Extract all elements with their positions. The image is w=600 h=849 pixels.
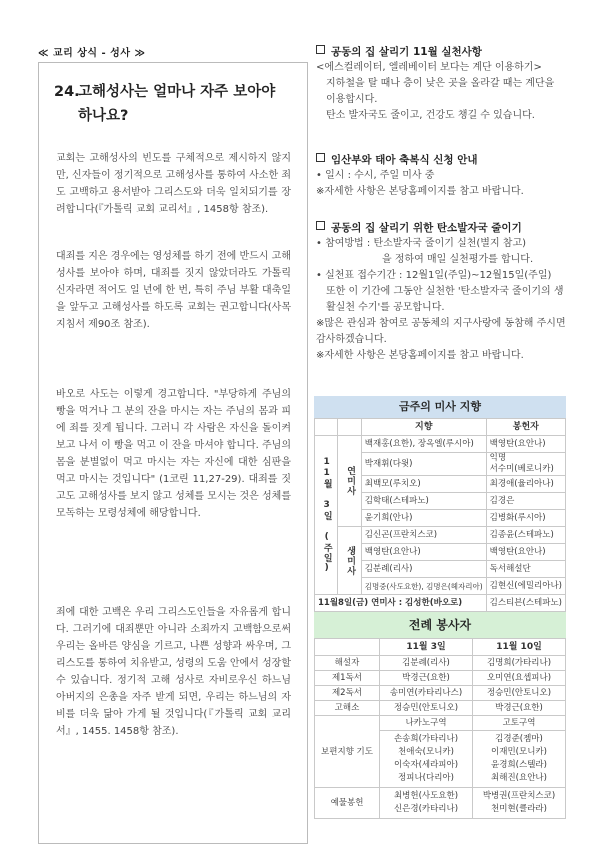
notice-3-line-1: • 참여방법 : 탄소발자국 줄이기 실천(별지 참고) [316, 238, 527, 249]
table-row: 최백모(루치오) 최경애(율리아나) [315, 476, 566, 493]
notice-3-line-2: 을 정하여 매일 실천평가를 합니다. [382, 254, 534, 265]
table-row: 김분례(리사) 독서해설단 [315, 561, 566, 578]
notice-carbon-november [316, 44, 566, 124]
table-row: 생미사 김신곤(프란치스코) 김종윤(스테파노) [315, 527, 566, 544]
table-row: 김명중(사도요한), 김명은(헤자리아) 김현신(에밀리아나) [315, 578, 566, 595]
area-label-b: 고토구역 [473, 716, 566, 731]
mass-table-title: 금주의 미사 지향 [314, 396, 566, 418]
paragraph-4: 죄에 대한 고백은 우리 그리스도인들을 자유롭게 합니다. 그러기에 대죄뿐만 아니라 소죄까지 고백함으로써 우리는 올바른 양심을 기르고, 나쁜 성향과 싸우며, 그리스도를 통하여 치유받고, 성령의 도움 안에서 성장할 수 있습니다. 정기적 고해 성사로 자비로우신 하느님 아버지의 은총을 자주 받게 되면, 우리는 하느님의 자비를 더욱 닮아 가게 될 것입니다(『가톨릭 교회 교리서』, 1455. 1458항 참조). [56, 607, 291, 737]
square-bullet-icon [316, 153, 325, 162]
table-row: 11월 3일 (주일) 연미사 백재홍(요한), 장옥엘(루시아) 백영탄(요안나) [315, 436, 566, 453]
table-row: 박재휘(다윗) 익명 서수미(베로니카) [315, 453, 566, 476]
notice-2-title: 임산부와 태아 축복식 신청 안내 [331, 154, 478, 166]
mass-footer-donor: 김스티븐(스테파노) [486, 595, 565, 612]
area-label-a: 나카노구역 [380, 716, 473, 731]
table-row: 고해소 정승민(안토니오) 박경근(요한) [315, 701, 566, 716]
question-title [54, 80, 294, 128]
question-number: 24. [54, 84, 80, 100]
square-bullet-icon [316, 45, 325, 54]
notice-3-line-4: 또한 이 기간에 그동안 실천한 '탄소발자국 줄이기의 생활실천 수기'를 공모합니다. [326, 286, 564, 313]
group-label-requiem: 연미사 [338, 436, 361, 527]
notice-2-line-1: • 일시 : 수시, 주일 미사 중 [316, 170, 435, 181]
table-row: 백영탄(요안나) 백영탄(요안나) [315, 544, 566, 561]
paragraph-2: 대죄를 지은 경우에는 영성체를 하기 전에 반드시 고해성사를 보아야 하며, 대죄를 짓지 않았더라도 가톨릭 신자라면 적어도 일 년에 한 번, 특히 주님 부활 대축일을 앞두고 고해성사를 하도록 교회는 권고합니다(사목 지침서 제90조 참조). [56, 251, 291, 330]
paragraph-3: 바오로 사도는 이렇게 경고합니다. "부당하게 주님의 빵을 먹거나 그 분의 잔을 마시는 자는 주님의 몸과 피에 죄를 짓게 됩니다. 그러니 각 사람은 자신을 돌이켜보고 나서 이 빵을 먹고 이 잔을 마셔야 합니다. 주님의 몸을 분별없이 먹고 마시는 자는 자신에 대한 심판을 먹고 마시는 것입니다" (1코린 11,27-29). 대죄를 짓고도 고해성사를 보지 않고 성체를 모시는 것은 성체를 모독하는 모령성체에 해당합니다. [56, 389, 291, 519]
liturgy-servers-table [314, 638, 566, 819]
table-row: 예물봉헌 최병헌(사도요한) 신은경(카타리나) 박병권(프란치스코) 천미현(클라라) [315, 788, 566, 819]
table-row: 손송희(가타리나) 천애숙(모니카) 이숙자(세라피아) 정피나(다리아) 김경준(젬마) 이재민(모니카) 윤경희(스텔라) 최해진(요안나) [315, 731, 566, 788]
table-row: 제1독서 박경근(요한) 오미연(요셉피나) [315, 671, 566, 686]
col-date-2: 11월 10일 [473, 639, 566, 656]
servers-table-title: 전례 봉사자 [314, 612, 566, 638]
notice-1-line-3: 탄소 발자국도 줄이고, 건강도 챙길 수 있습니다. [326, 110, 535, 121]
table-row: 김학태(스테파노) 김경은 [315, 493, 566, 510]
col-donor: 봉헌자 [486, 419, 565, 436]
offering-role: 예물봉헌 [315, 788, 380, 819]
notice-1-line-1: <에스컬레이터, 엘레베이터 보다는 계단 이용하기> [316, 62, 542, 73]
notice-pregnancy-blessing [316, 152, 566, 200]
notice-3-line-5: ※많은 관심과 참여로 공동체의 지구사랑에 동참해 주시면 감사하겠습니다. [316, 318, 566, 345]
col-intent: 지향 [361, 419, 486, 436]
section-header: ≪ 교리 상식 - 성사 ≫ [38, 48, 146, 59]
square-bullet-icon [316, 221, 325, 230]
table-row [315, 716, 566, 731]
mass-date-label: 11월 3일 (주일) [315, 436, 338, 595]
question-line1: 고해성사는 얼마나 자주 보아야 [78, 84, 276, 100]
notice-carbon-footprint [316, 220, 566, 364]
col-date-1: 11월 3일 [380, 639, 473, 656]
notice-2-line-2: ※자세한 사항은 본당홈페이지를 참고 바랍니다. [316, 186, 524, 197]
notice-1-title: 공동의 집 살리기 11월 실천사항 [331, 46, 482, 58]
liturgy-servers-panel [314, 612, 566, 819]
group-label-living: 생미사 [338, 527, 361, 595]
table-row: 윤기희(안나) 김병화(루시아) [315, 510, 566, 527]
mass-footer-intent: 11월8일(금) 연미사 : 김성한(바오로) [315, 595, 487, 612]
paragraph-1: 교회는 고해성사의 빈도를 구체적으로 제시하지 않지만, 신자들이 정기적으로 고해성사를 통하여 사소한 죄도 고백하고 용서받아 그리스도와 더욱 일치되기를 장려합니다(『가톨릭 교회 교리서』, 1458항 참조). [56, 153, 291, 215]
mass-intention-table [314, 418, 566, 612]
mass-intention-panel [314, 396, 566, 612]
notice-3-line-3: • 실천표 접수기간 : 12월1일(주일)~12월15일(주일) [316, 270, 552, 281]
notice-1-line-2: 지하철을 탈 때나 층이 낮은 곳을 올라갈 때는 계단을 이용합시다. [326, 78, 555, 105]
altar-role: 보편지향 기도 [315, 716, 380, 788]
question-line2: 하나요? [78, 108, 129, 124]
table-row: 해설자 김분례(리사) 김명희(가타리나) [315, 656, 566, 671]
table-row: 제2독서 송미연(카타리나스) 정승민(안토니오) [315, 686, 566, 701]
notice-3-title: 공동의 집 살리기 위한 탄소발자국 줄이기 [331, 222, 522, 234]
notice-3-line-6: ※자세한 사항은 본당홈페이지를 참고 바랍니다. [316, 350, 524, 361]
table-row [315, 595, 566, 612]
